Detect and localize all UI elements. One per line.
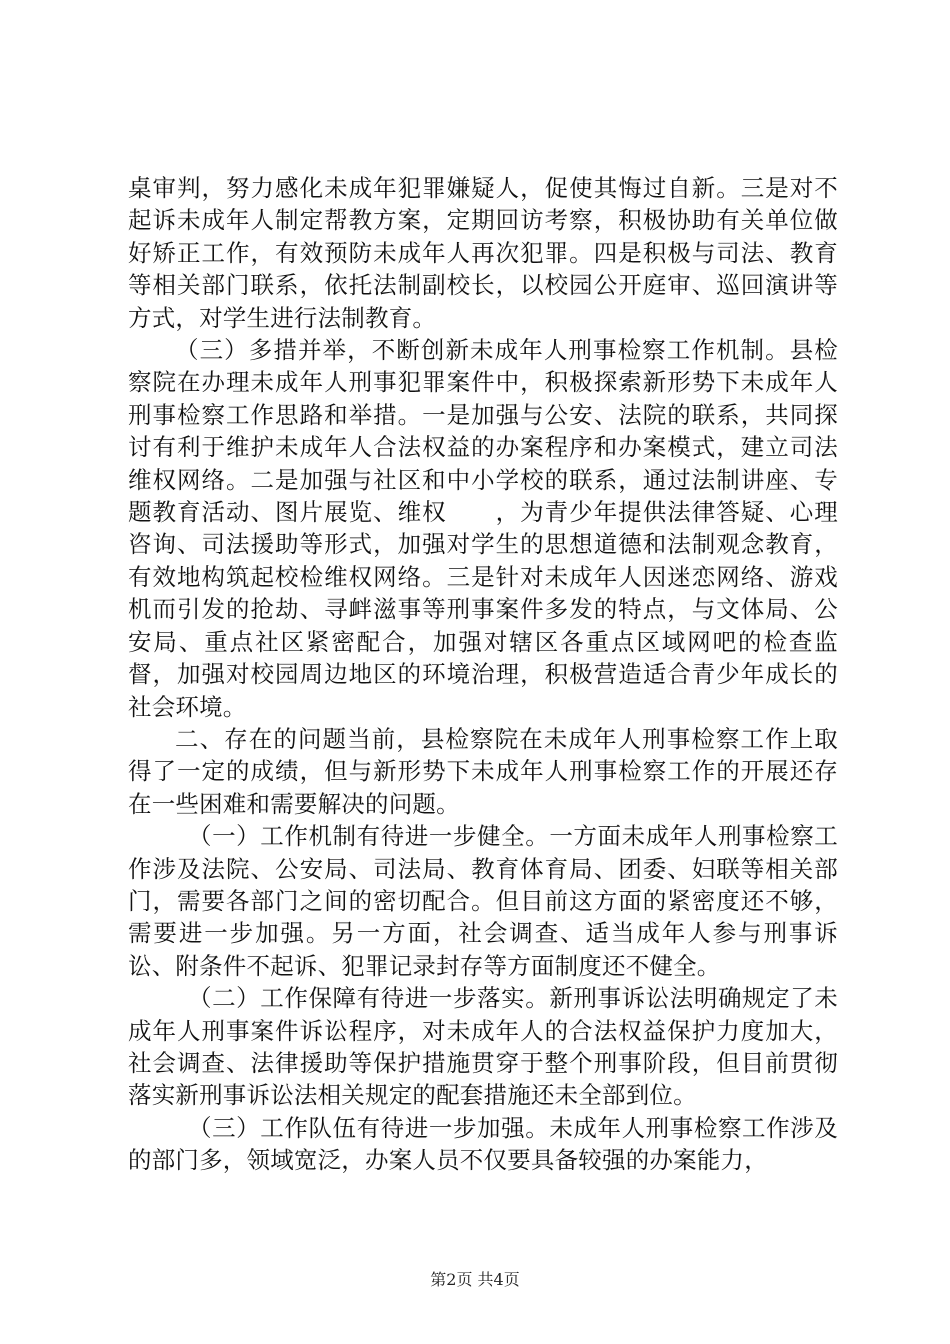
paragraph-section-three-measures: （三）多措并举，不断创新未成年人刑事检察工作机制。县检察院在办理未成年人刑事犯罪案件中，积极探索新形势下未成年人刑事检察工作思路和举措。一是加强与公安、法院的联系，共同探讨有利于维护未成年人合法权益的办案程序和办案模式，建立司法维权网络。二是加强与社区和中小学校的联系，通过法制讲座、专题教育活动、图片展览、维权 ，为青少年提供法律答疑、心理咨询、司法援助等形式，加强对学生的思想道德和法制观念教育，有效地构筑起校检维权网络。三是针对未成年人因迷恋网络、游戏机而引发的抢劫、寻衅滋事等刑事案件多发的特点，与文体局、公安局、重点社区紧密配合，加强对辖区各重点区域网吧的检查监督，加强对校园周边地区的环境治理，积极营造适合青少年成长的社会环境。 xyxy=(128,336,838,721)
paragraph-existing-problems: 二、存在的问题当前，县检察院在未成年人刑事检察工作上取得了一定的成绩，但与新形势下未成年人刑事检察工作的开展还存在一些困难和需要解决的问题。 xyxy=(128,724,838,818)
paragraph-team-issue: （三）工作队伍有待进一步加强。未成年人刑事检察工作涉及的部门多，领域宽泛，办案人员不仅要具备较强的办案能力， xyxy=(128,1113,838,1175)
page-number-footer: 第2页 共4页 xyxy=(430,1270,520,1289)
paragraph-mechanism-issue: （一）工作机制有待进一步健全。一方面未成年人刑事检察工作涉及法院、公安局、司法局、教育体育局、团委、妇联等相关部门，需要各部门之间的密切配合。但目前这方面的紧密度还不够，需要进一步加强。另一方面，社会调查、适当成年人参与刑事诉讼、附条件不起诉、犯罪记录封存等方面制度还不健全。 xyxy=(128,822,838,980)
paragraph-guarantee-issue: （二）工作保障有待进一步落实。新刑事诉讼法明确规定了未成年人刑事案件诉讼程序，对未成年人的合法权益保护力度加大，社会调查、法律援助等保护措施贯穿于整个刑事阶段，但目前贯彻落实新刑事诉讼法相关规定的配套措施还未全部到位。 xyxy=(128,984,838,1110)
paragraph-continuation: 桌审判，努力感化未成年犯罪嫌疑人，促使其悔过自新。三是对不起诉未成年人制定帮教方案，定期回访考察，积极协助有关单位做好矫正工作，有效预防未成年人再次犯罪。四是积极与司法、教育等相关部门联系，依托法制副校长，以校园公开庭审、巡回演讲等方式，对学生进行法制教育。 xyxy=(128,174,838,332)
document-body xyxy=(128,172,838,1177)
